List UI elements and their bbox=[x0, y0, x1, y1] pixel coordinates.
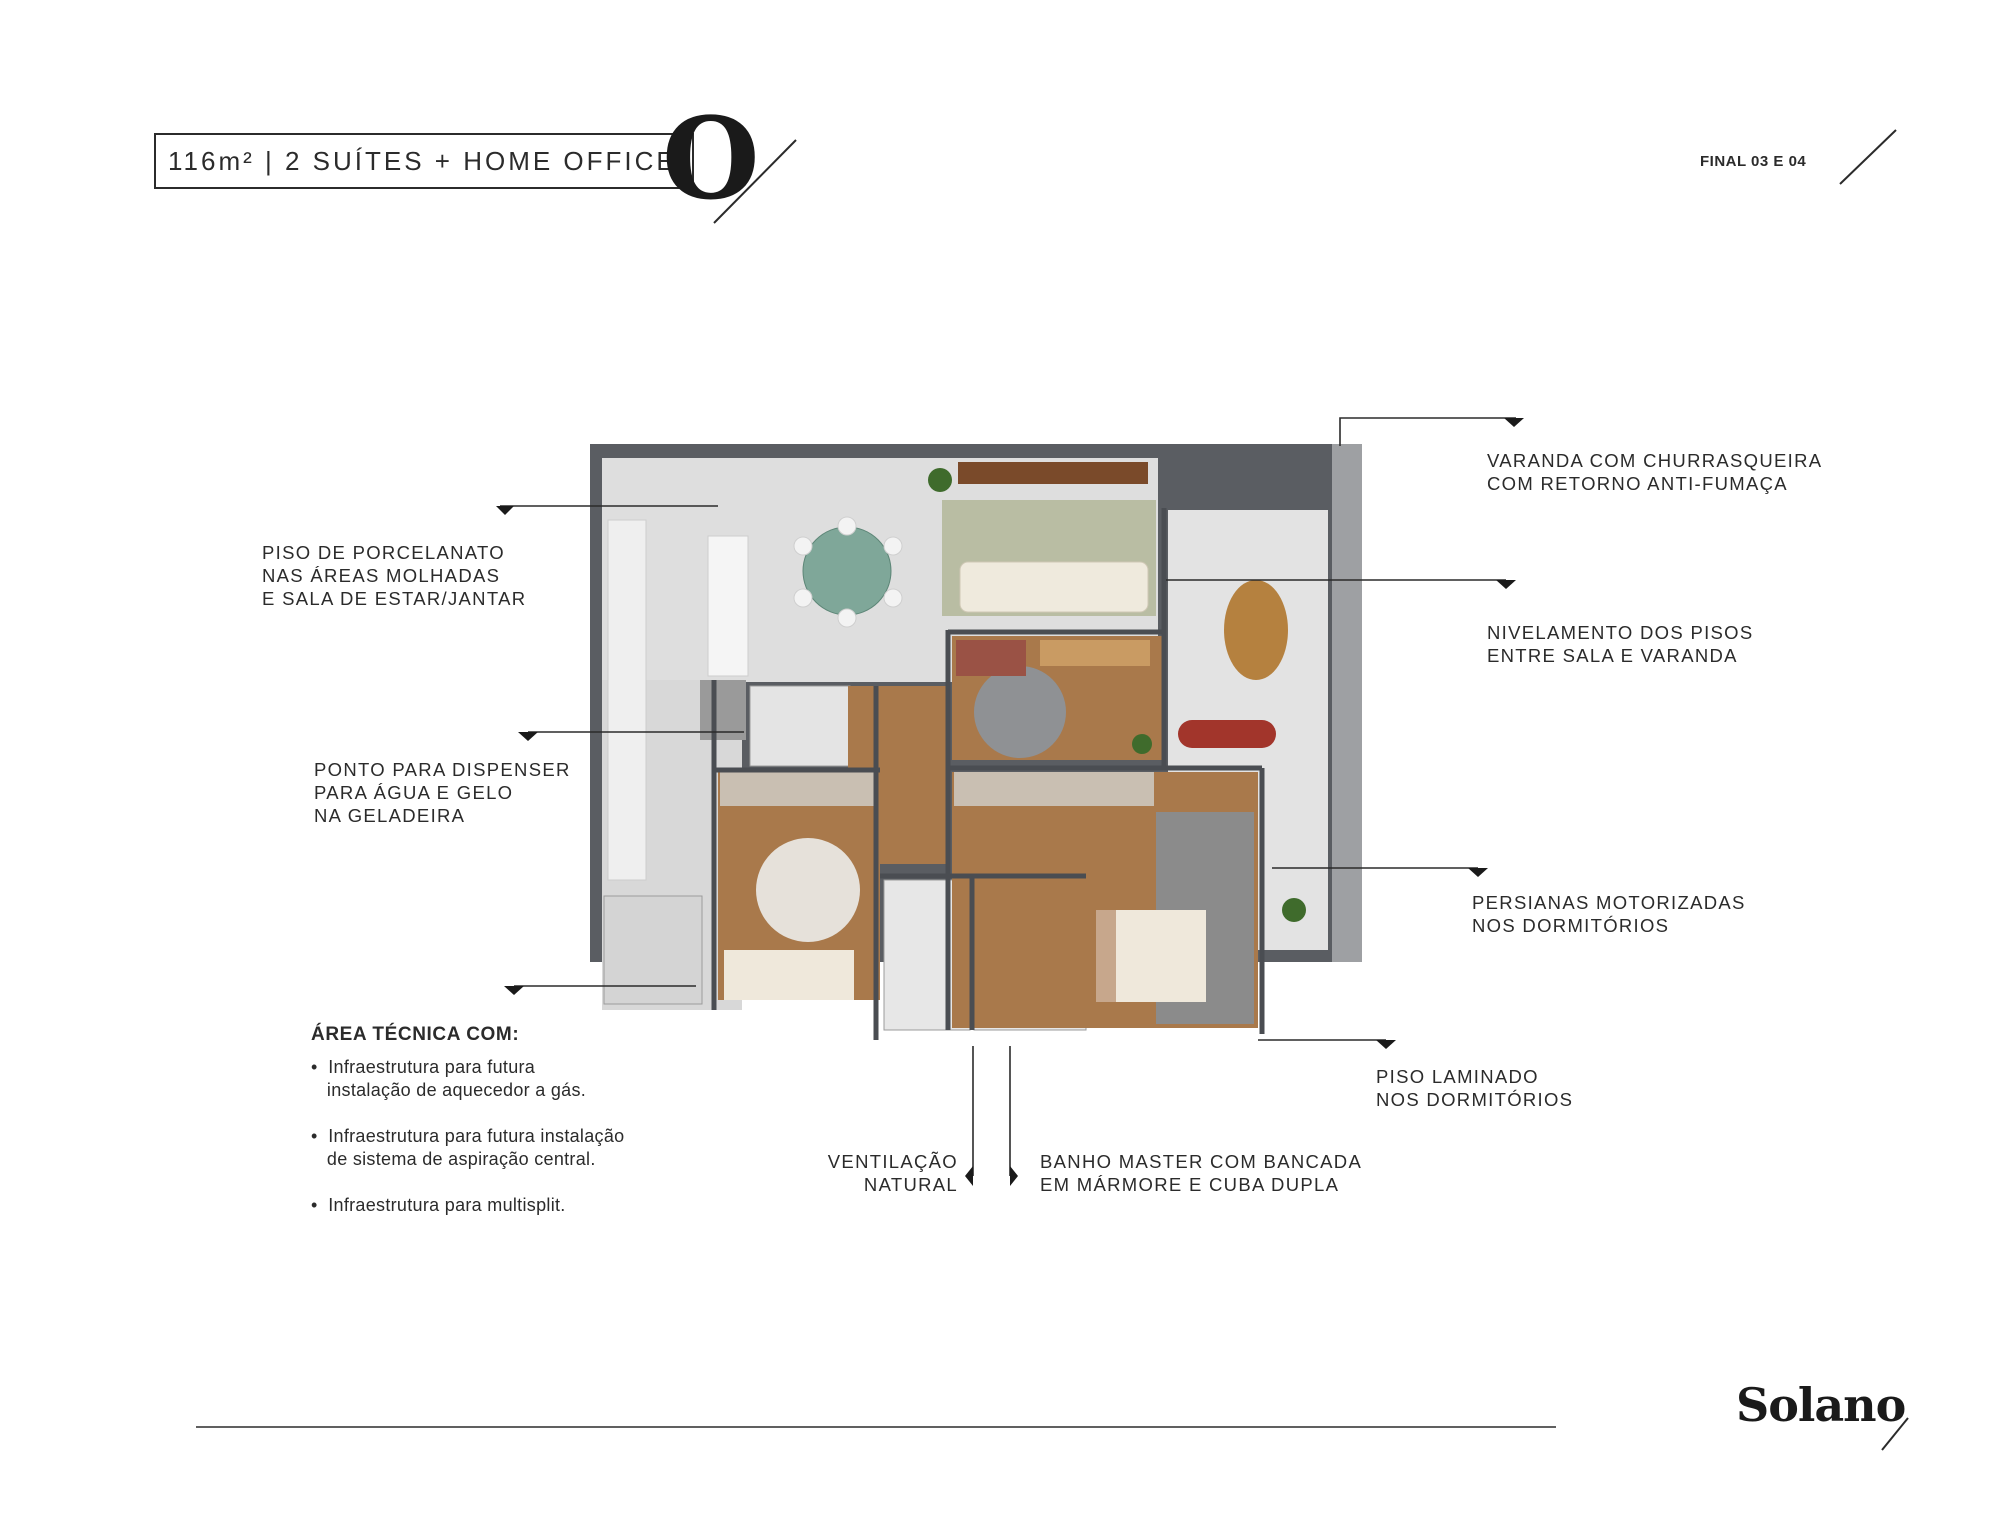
note-piso-laminado: PISO LAMINADO NOS DORMITÓRIOS bbox=[1376, 1066, 1574, 1110]
tv-panel bbox=[958, 462, 1148, 484]
floor-plan bbox=[590, 444, 1362, 1040]
note-nivelamento: NIVELAMENTO DOS PISOS ENTRE SALA E VARANDA bbox=[1487, 622, 1754, 666]
brand-o-logo: O bbox=[662, 94, 760, 225]
dining-table bbox=[803, 527, 891, 615]
area-tecnica-item: • Infraestrutura para multisplit. bbox=[311, 1195, 566, 1215]
area-tecnica-title: ÁREA TÉCNICA COM: bbox=[311, 1024, 520, 1045]
suite-1-bed bbox=[724, 950, 854, 1000]
marker-triangle bbox=[1468, 868, 1488, 877]
area-tecnica-item: • Infraestrutura para futura instalação de aquecedor a gás. bbox=[311, 1057, 587, 1100]
note-dispenser: PONTO PARA DISPENSER PARA ÁGUA E GELO NA GELADEIRA bbox=[314, 759, 571, 826]
plant bbox=[928, 468, 952, 492]
note-persianas: PERSIANAS MOTORIZADAS NOS DORMITÓRIOS bbox=[1472, 892, 1746, 936]
suite-1-round-rug bbox=[756, 838, 860, 942]
master-bed-headboard bbox=[1096, 910, 1116, 1002]
kitchen-counter bbox=[608, 520, 646, 880]
marker-triangle bbox=[1010, 1166, 1018, 1186]
balcony-bench bbox=[1178, 720, 1276, 748]
marker-triangle bbox=[504, 986, 524, 995]
header-slash-right bbox=[1840, 130, 1896, 184]
plant bbox=[1282, 898, 1306, 922]
marker-triangle bbox=[496, 506, 514, 515]
page-title: 116m² | 2 SUÍTES + HOME OFFICE bbox=[168, 146, 677, 176]
lavabo bbox=[750, 686, 850, 766]
note-varanda: VARANDA COM CHURRASQUEIRA COM RETORNO ANTI-FUMAÇA bbox=[1487, 450, 1823, 494]
sofa bbox=[960, 562, 1148, 612]
leader-varanda bbox=[1340, 418, 1516, 446]
fridge bbox=[700, 680, 746, 740]
note-piso-porcelanato: PISO DE PORCELANATO NAS ÁREAS MOLHADAS E SALA DE ESTAR/JANTAR bbox=[262, 542, 527, 609]
kitchen-island bbox=[708, 536, 748, 676]
office-desk bbox=[1040, 640, 1150, 666]
marker-triangle bbox=[965, 1166, 973, 1186]
brand-logo-solano: Solano bbox=[1736, 1378, 1906, 1432]
marker-triangle bbox=[518, 732, 538, 741]
note-ventilacao: VENTILAÇÃO NATURAL bbox=[827, 1151, 958, 1195]
area-tecnica-item: • Infraestrutura para futura instalação de sistema de aspiração central. bbox=[311, 1126, 625, 1169]
unit-final-label: FINAL 03 E 04 bbox=[1700, 153, 1807, 170]
balcony-table bbox=[1224, 580, 1288, 680]
marker-triangle bbox=[1376, 1040, 1396, 1049]
note-banho-master: BANHO MASTER COM BANCADA EM MÁRMORE E CUBA DUPLA bbox=[1040, 1151, 1363, 1195]
suite-1-closet bbox=[720, 772, 878, 806]
office-round-rug bbox=[974, 666, 1066, 758]
marker-triangle bbox=[1504, 418, 1524, 427]
header-slash-left bbox=[714, 140, 796, 223]
service-area bbox=[604, 896, 702, 1004]
master-closet bbox=[954, 772, 1154, 806]
plant bbox=[1132, 734, 1152, 754]
balcony-gravel bbox=[1332, 444, 1362, 962]
marker-triangle bbox=[1496, 580, 1516, 589]
office-sofa bbox=[956, 640, 1026, 676]
